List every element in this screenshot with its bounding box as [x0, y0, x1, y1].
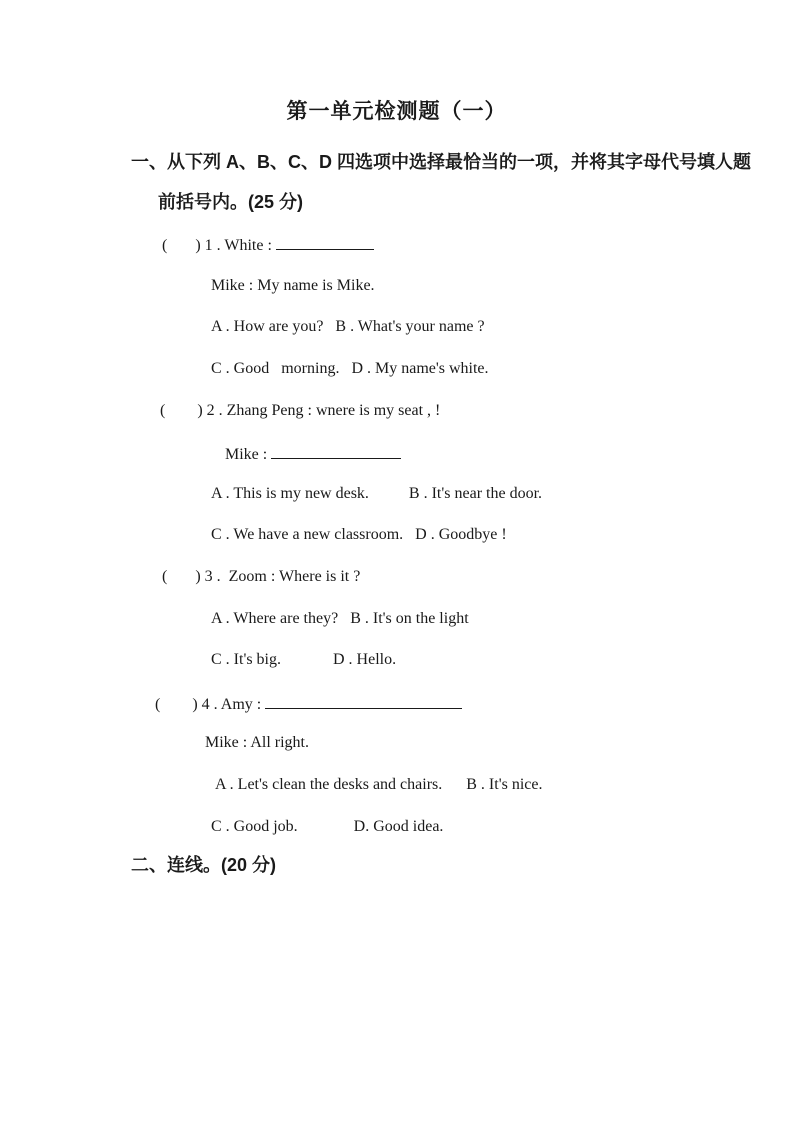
question-3-options-cd: C . It's big. D . Hello.: [211, 651, 397, 668]
question-2-prompt-line: ( ) 2 . Zhang Peng : wnere is my seat , !: [160, 402, 441, 419]
question-2-mike-text: Mike :: [225, 446, 272, 463]
question-4-prompt-line: [155, 691, 462, 716]
question-1-options-ab: A . How are you? B . What's your name ?: [211, 318, 485, 335]
section-two-heading-line1: 二、连线。(20 分): [131, 855, 277, 875]
question-2-answer-blank: [271, 441, 401, 459]
question-1-answer-blank: [276, 232, 374, 250]
question-4-prompt-text: ( ) 4 . Amy :: [155, 696, 266, 713]
section-one-heading-line2: 前括号内。(25 分): [158, 192, 304, 212]
question-3-options-ab: A . Where are they? B . It's on the light: [211, 610, 469, 627]
question-2-options-ab: A . This is my new desk. B . It's near the door.: [211, 485, 543, 502]
section-one-heading-line1: 一、从下列 A、B、C、D 四选项中选择最恰当的一项，并将其字母代号填人题: [131, 152, 751, 172]
question-1-mike-line: Mike : My name is Mike.: [211, 277, 375, 294]
question-4-mike-line: Mike : All right.: [205, 734, 309, 751]
question-1-prompt-text: ( ) 1 . White :: [162, 237, 276, 254]
question-4-options-ab: A . Let's clean the desks and chairs. B . It's nice.: [215, 776, 543, 793]
question-1-options-cd: C . Good morning. D . My name's white.: [211, 360, 489, 377]
question-2-options-cd: C . We have a new classroom. D . Goodbye !: [211, 526, 507, 543]
question-2-mike-line: [225, 441, 401, 466]
page-title: 第一单元检测题（一）: [286, 100, 507, 123]
question-1-prompt-line: [162, 232, 374, 257]
question-4-answer-blank: [265, 691, 462, 709]
question-3-prompt-line: ( ) 3 . Zoom : Where is it ?: [162, 568, 361, 585]
question-4-options-cd: C . Good job. D. Good idea.: [211, 818, 444, 835]
